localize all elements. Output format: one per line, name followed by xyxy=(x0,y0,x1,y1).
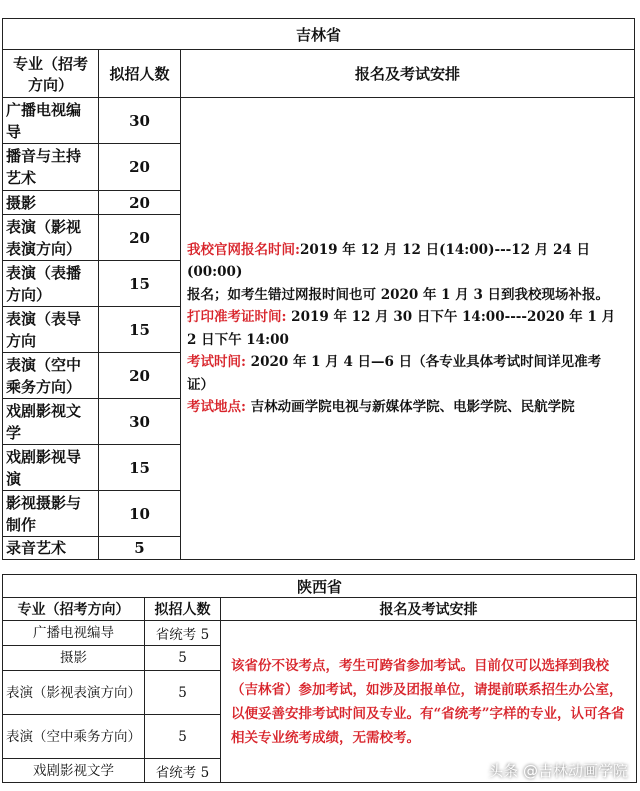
online-registration-value: 2019 年 12 月 12 日(14:00)---12 月 24 日(00:00) xyxy=(187,241,590,280)
table-row-count: 15 xyxy=(99,307,181,353)
table-row-count: 15 xyxy=(99,261,181,307)
table-row-major: 广播电视编导 xyxy=(3,98,99,144)
table-row-major: 戏剧影视文学 xyxy=(3,399,99,445)
header-major: 专业（招考方向） xyxy=(3,598,145,621)
jilin-title: 吉林省 xyxy=(3,19,635,50)
online-registration-label: 我校官网报名时间: xyxy=(187,241,300,258)
table-row-count: 5 xyxy=(145,715,221,759)
header-arrangement: 报名及考试安排 xyxy=(221,598,637,621)
table-row-major: 影视摄影与制作 xyxy=(3,491,99,537)
table-row-count: 15 xyxy=(99,445,181,491)
exam-place-label: 考试地点: xyxy=(187,399,246,415)
table-row-count: 5 xyxy=(145,671,221,715)
shaanxi-table xyxy=(2,574,637,783)
table-row-count: 20 xyxy=(99,353,181,399)
exam-time-label: 考试时间: xyxy=(187,354,246,370)
table-row-count: 20 xyxy=(99,144,181,191)
table-row-major: 戏剧影视文学 xyxy=(3,759,145,783)
table-row-count: 5 xyxy=(145,646,221,671)
table-row-count: 省统考 5 xyxy=(145,621,221,646)
table-row-major: 戏剧影视导演 xyxy=(3,445,99,491)
table-row-count: 20 xyxy=(99,215,181,261)
table-row-major: 表演（空中乘务方向） xyxy=(3,715,145,759)
table-row-count: 30 xyxy=(99,399,181,445)
onsite-registration-note: 报名；如考生错过网报时间也可 2020 年 1 月 3 日到我校现场补报。 xyxy=(187,286,610,303)
table-row-major: 表演（表播方向） xyxy=(3,261,99,307)
table-row-major: 播音与主持艺术 xyxy=(3,144,99,191)
table-row-major: 广播电视编导 xyxy=(3,621,145,646)
header-count: 拟招人数 xyxy=(99,50,181,98)
table-row-count: 省统考 5 xyxy=(145,759,221,783)
table-row-count: 30 xyxy=(99,98,181,144)
header-major: 专业（招考方向） xyxy=(3,50,99,98)
header-count: 拟招人数 xyxy=(145,598,221,621)
table-row-count: 20 xyxy=(99,191,181,215)
header-arrangement: 报名及考试安排 xyxy=(181,50,635,98)
exam-place-value: 吉林动画学院电视与新媒体学院、电影学院、民航学院 xyxy=(245,399,575,415)
table-row-count: 10 xyxy=(99,491,181,537)
table-row-count: 5 xyxy=(99,537,181,560)
exam-time-value: 2020 年 1 月 4 日—6 日（各专业具体考试时间详见准考证） xyxy=(187,354,602,393)
table-row-major: 录音艺术 xyxy=(3,537,99,560)
jilin-table xyxy=(2,18,635,560)
jilin-arrangement xyxy=(181,98,635,560)
ticket-print-value: 2019 年 12 月 30 日下午 14:00----2020 年 1 月 2 日下午 14:00 xyxy=(187,309,616,348)
ticket-print-label: 打印准考证时间: xyxy=(187,309,287,325)
shaanxi-title: 陕西省 xyxy=(3,575,637,598)
table-row-major: 摄影 xyxy=(3,191,99,215)
table-row-major: 表演（表导方向 xyxy=(3,307,99,353)
shaanxi-arrangement: 该省份不设考点，考生可跨省参加考试。目前仅可以选择到我校（吉林省）参加考试，如涉及团报单位，请提前联系招生办公室，以便妥善安排考试时间及专业。有“省统考”字样的专业，认可各省相关专业统考成绩，无需校考。 xyxy=(221,621,637,783)
table-row-major: 摄影 xyxy=(3,646,145,671)
table-row-major: 表演（影视表演方向） xyxy=(3,215,99,261)
table-row-major: 表演（空中乘务方向） xyxy=(3,353,99,399)
table-row-major: 表演（影视表演方向） xyxy=(3,671,145,715)
watermark: 头条 @吉林动画学院 xyxy=(488,762,628,780)
